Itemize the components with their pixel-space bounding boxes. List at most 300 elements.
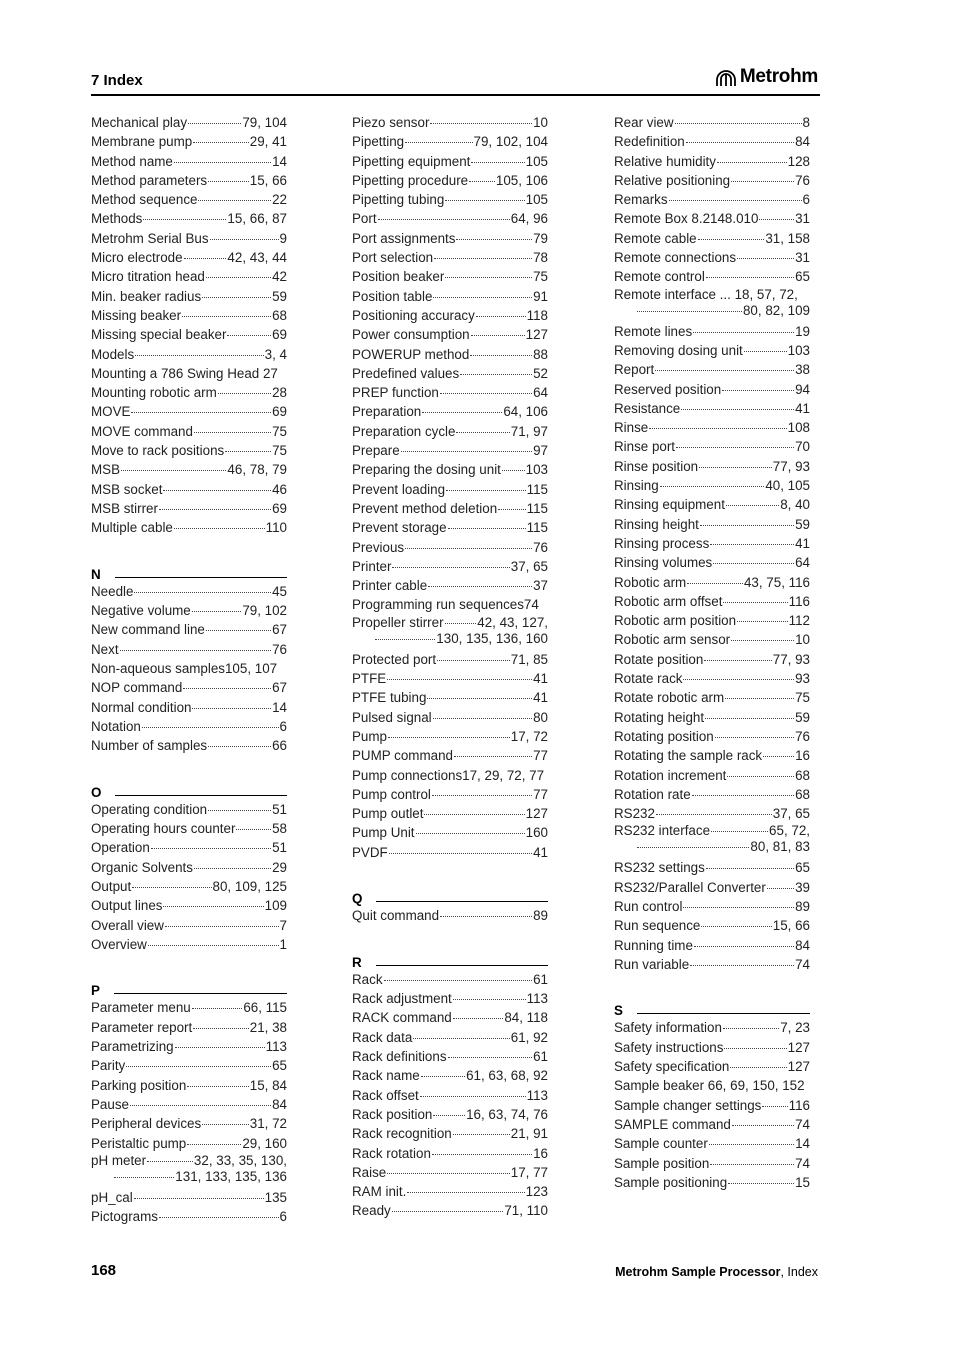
dot-leader bbox=[208, 810, 271, 811]
dot-leader bbox=[737, 621, 788, 622]
index-pages: 71, 110 bbox=[504, 1203, 548, 1219]
index-pages: 6 bbox=[279, 1209, 287, 1225]
dot-leader bbox=[132, 887, 211, 888]
index-entry bbox=[614, 766, 810, 785]
index-entry bbox=[91, 698, 287, 717]
index-pages: 10 bbox=[795, 632, 810, 648]
index-term: PREP function bbox=[352, 385, 439, 401]
dot-leader bbox=[202, 1124, 249, 1125]
index-term: Redefinition bbox=[614, 134, 685, 150]
index-term: Rotate rack bbox=[614, 671, 683, 687]
index-entry bbox=[614, 267, 810, 286]
index-term: Sample counter bbox=[614, 1136, 708, 1152]
dot-leader bbox=[706, 868, 794, 869]
index-pages: 78 bbox=[533, 250, 548, 266]
index-term: Models bbox=[91, 346, 135, 362]
dot-leader bbox=[470, 355, 532, 356]
index-term: Overview bbox=[91, 936, 147, 952]
index-term: Rack adjustment bbox=[352, 991, 452, 1007]
index-entry bbox=[91, 1134, 287, 1153]
index-pages: 52 bbox=[533, 365, 548, 381]
index-pages: 74 bbox=[795, 1155, 810, 1171]
index-pages: 41 bbox=[533, 671, 548, 687]
index-pages: 80, 82, 109 bbox=[742, 302, 810, 318]
index-entry bbox=[91, 858, 287, 877]
index-entry bbox=[352, 576, 548, 595]
index-term: Running time bbox=[614, 937, 693, 953]
index-term: Peripheral devices bbox=[91, 1116, 202, 1132]
index-entry bbox=[352, 843, 548, 862]
dot-leader bbox=[432, 1154, 532, 1155]
dot-leader bbox=[456, 432, 509, 433]
dot-leader bbox=[471, 162, 524, 163]
index-entry bbox=[614, 936, 810, 955]
index-pages: 45 bbox=[272, 583, 287, 599]
index-pages: 70 bbox=[795, 439, 810, 455]
index-pages: 79 bbox=[533, 230, 548, 246]
index-pages: 14 bbox=[795, 1136, 810, 1152]
index-term: Rack recognition bbox=[352, 1126, 452, 1142]
dot-leader bbox=[147, 1161, 193, 1162]
index-term: Rack name bbox=[352, 1068, 420, 1084]
index-pages: 135 bbox=[264, 1189, 287, 1205]
index-pages: 127 bbox=[787, 1039, 810, 1055]
index-term: Preparation bbox=[352, 404, 422, 420]
index-pages: 68 bbox=[795, 786, 810, 802]
index-term: Membrane pump bbox=[91, 134, 193, 150]
dot-leader bbox=[192, 611, 242, 612]
index-pages: 84 bbox=[795, 134, 810, 150]
document-suffix: , Index bbox=[780, 1265, 818, 1279]
index-term: Predefined values bbox=[352, 365, 460, 381]
index-pages: 77, 93 bbox=[772, 458, 810, 474]
index-term: PTFE tubing bbox=[352, 690, 427, 706]
dot-leader bbox=[206, 630, 271, 631]
index-pages: 61 bbox=[533, 971, 548, 987]
index-pages: 103 bbox=[787, 342, 810, 358]
index-letter: R bbox=[352, 954, 362, 970]
index-pages: 42, 43, 44 bbox=[227, 250, 287, 266]
index-entry bbox=[91, 422, 287, 441]
index-term: Prevent method deletion bbox=[352, 500, 498, 516]
index-term: Resistance bbox=[614, 400, 681, 416]
index-entry bbox=[352, 345, 548, 364]
index-term: Previous bbox=[352, 539, 405, 555]
index-entry bbox=[91, 152, 287, 171]
dot-leader bbox=[637, 847, 749, 848]
index-term: RS232 bbox=[614, 806, 655, 822]
index-entry bbox=[91, 582, 287, 601]
index-pages: 118 bbox=[526, 307, 548, 323]
heading-rule bbox=[115, 795, 287, 796]
dot-leader bbox=[405, 142, 472, 143]
index-term: PUMP command bbox=[352, 748, 453, 764]
index-entry bbox=[614, 858, 810, 877]
index-entry bbox=[91, 190, 287, 209]
index-entry bbox=[614, 457, 810, 476]
index-entry bbox=[352, 402, 548, 421]
index-pages: 76 bbox=[272, 641, 287, 657]
index-pages: 160 bbox=[525, 825, 548, 841]
dot-leader bbox=[446, 490, 526, 491]
dot-leader bbox=[730, 1067, 786, 1068]
dot-leader bbox=[432, 795, 532, 796]
index-entry bbox=[614, 132, 810, 151]
index-entry bbox=[614, 515, 810, 534]
index-entry bbox=[352, 1105, 548, 1124]
dot-leader bbox=[713, 563, 794, 564]
dot-leader bbox=[453, 1018, 504, 1019]
index-pages: 84 bbox=[795, 937, 810, 953]
index-term: Rinsing process bbox=[614, 535, 710, 551]
index-pages: 8 bbox=[802, 115, 810, 130]
index-entry bbox=[91, 171, 287, 190]
dot-leader bbox=[378, 219, 510, 220]
index-entry bbox=[91, 306, 287, 325]
index-term: Mechanical play bbox=[91, 115, 188, 130]
index-entry bbox=[614, 746, 810, 765]
index-pages: 9 bbox=[279, 230, 287, 246]
dot-leader bbox=[440, 393, 532, 394]
index-term: MSB stirrer bbox=[91, 500, 158, 516]
index-term: Port assignments bbox=[352, 230, 456, 246]
index-entry bbox=[352, 631, 548, 647]
index-entry bbox=[614, 897, 810, 916]
index-entry bbox=[91, 132, 287, 151]
index-term: Non-aqueous samples105, 107 bbox=[91, 661, 278, 677]
index-entry bbox=[91, 518, 287, 537]
index-pages: 64 bbox=[795, 555, 810, 571]
dot-leader bbox=[717, 162, 787, 163]
index-letter: O bbox=[91, 784, 102, 800]
index-entry bbox=[614, 1173, 810, 1192]
index-pages: 105, 106 bbox=[495, 172, 548, 188]
dot-leader bbox=[131, 412, 271, 413]
index-pages: 42, 43, 127, bbox=[477, 614, 548, 630]
index-entry bbox=[352, 746, 548, 765]
index-term: SAMPLE command bbox=[614, 1116, 731, 1132]
dot-leader bbox=[701, 926, 771, 927]
dot-leader bbox=[192, 1008, 243, 1009]
index-letter-heading bbox=[91, 979, 287, 998]
index-term: Pump bbox=[352, 728, 387, 744]
dot-leader bbox=[433, 297, 532, 298]
index-entry bbox=[91, 896, 287, 915]
index-entry bbox=[91, 838, 287, 857]
index-term: Pump connections17, 29, 72, 77 bbox=[352, 767, 545, 783]
index-term: Rotation increment bbox=[614, 767, 727, 783]
dot-leader bbox=[737, 258, 794, 259]
dot-leader bbox=[424, 814, 524, 815]
index-pages: 97 bbox=[533, 443, 548, 459]
index-term: Rear view bbox=[614, 115, 674, 130]
dot-leader bbox=[392, 567, 509, 568]
index-entry bbox=[614, 1038, 810, 1057]
index-term: Safety specification bbox=[614, 1059, 730, 1075]
dot-leader bbox=[416, 833, 525, 834]
index-pages: 79, 104 bbox=[242, 115, 287, 130]
dot-leader bbox=[445, 277, 532, 278]
dot-leader bbox=[731, 640, 794, 641]
index-pages: 75 bbox=[272, 423, 287, 439]
dot-leader bbox=[725, 698, 794, 699]
index-term: Remote interface ... 18, 57, 72, bbox=[614, 286, 798, 302]
index-term: Remote control bbox=[614, 269, 705, 285]
index-term: Operation bbox=[91, 840, 150, 856]
index-pages: 10 bbox=[533, 115, 548, 130]
index-term: Rotating height bbox=[614, 709, 705, 725]
index-letter: N bbox=[91, 566, 101, 582]
dot-leader bbox=[187, 1144, 241, 1145]
index-term: Notation bbox=[91, 718, 141, 734]
dot-leader bbox=[151, 848, 271, 849]
index-entry bbox=[352, 190, 548, 209]
index-pages: 15, 84 bbox=[249, 1077, 287, 1093]
index-entry bbox=[91, 1018, 287, 1037]
metrohm-logo-icon bbox=[715, 67, 737, 87]
dot-leader bbox=[453, 999, 526, 1000]
index-pages: 29 bbox=[272, 859, 287, 875]
dot-leader bbox=[767, 888, 794, 889]
index-term: Method parameters bbox=[91, 172, 208, 188]
dot-leader bbox=[202, 297, 271, 298]
index-letter: P bbox=[91, 983, 100, 999]
index-term: Needle bbox=[91, 583, 134, 599]
index-pages: 74 bbox=[795, 1116, 810, 1132]
dot-leader bbox=[135, 355, 263, 356]
index-term: RS232 interface bbox=[614, 823, 711, 839]
index-entry bbox=[352, 518, 548, 537]
index-column-2 bbox=[352, 113, 548, 1221]
index-entry bbox=[91, 325, 287, 344]
index-entry bbox=[91, 620, 287, 639]
index-pages: 21, 38 bbox=[249, 1019, 287, 1035]
index-pages: 71, 85 bbox=[510, 651, 548, 667]
dot-leader bbox=[709, 1144, 794, 1145]
dot-leader bbox=[182, 316, 271, 317]
index-term: Run variable bbox=[614, 956, 690, 972]
index-term: Programming run sequences74 bbox=[352, 597, 539, 613]
dot-leader bbox=[669, 200, 802, 201]
index-pages: 59 bbox=[795, 516, 810, 532]
index-entry bbox=[91, 441, 287, 460]
dot-leader bbox=[193, 142, 249, 143]
index-pages: 51 bbox=[272, 840, 287, 856]
index-term: Prevent loading bbox=[352, 481, 446, 497]
index-entry bbox=[91, 1037, 287, 1056]
dot-leader bbox=[704, 660, 771, 661]
dot-leader bbox=[165, 926, 279, 927]
index-entry bbox=[352, 1086, 548, 1105]
index-entry bbox=[352, 727, 548, 746]
index-pages: 75 bbox=[533, 269, 548, 285]
dot-leader bbox=[686, 142, 794, 143]
index-entry bbox=[352, 1047, 548, 1066]
index-term: Robotic arm bbox=[614, 574, 687, 590]
index-term: Printer bbox=[352, 558, 392, 574]
index-entry bbox=[91, 1207, 287, 1226]
index-pages: 32, 33, 35, 130, bbox=[193, 1152, 287, 1168]
index-pages: 127 bbox=[525, 327, 548, 343]
index-entry bbox=[352, 364, 548, 383]
index-entry bbox=[352, 480, 548, 499]
dot-leader bbox=[236, 829, 271, 830]
heading-rule bbox=[376, 965, 548, 966]
dot-leader bbox=[448, 1057, 533, 1058]
index-term: Report bbox=[614, 362, 655, 378]
index-entry bbox=[91, 1114, 287, 1133]
index-pages: 105 bbox=[525, 153, 548, 169]
index-pages: 41 bbox=[795, 535, 810, 551]
dot-leader bbox=[445, 200, 524, 201]
index-letter-heading bbox=[91, 563, 287, 582]
dot-leader bbox=[728, 1183, 794, 1184]
index-entry bbox=[614, 955, 810, 974]
index-entry bbox=[352, 209, 548, 228]
dot-leader bbox=[759, 219, 794, 220]
index-entry bbox=[614, 878, 810, 897]
index-entry bbox=[91, 877, 287, 896]
index-pages: 41 bbox=[795, 400, 810, 416]
index-entry bbox=[614, 495, 810, 514]
dot-leader bbox=[715, 737, 794, 738]
dot-leader bbox=[428, 586, 532, 587]
index-term: Ready bbox=[352, 1203, 391, 1219]
index-entry bbox=[614, 553, 810, 572]
index-entry bbox=[352, 615, 548, 631]
index-term: Number of samples bbox=[91, 738, 208, 754]
dot-leader bbox=[218, 393, 271, 394]
index-pages: 64, 96 bbox=[510, 211, 548, 227]
index-term: Pulsed signal bbox=[352, 709, 432, 725]
dot-leader bbox=[687, 583, 743, 584]
dot-leader bbox=[693, 332, 794, 333]
index-term: Rack rotation bbox=[352, 1145, 431, 1161]
index-letter: S bbox=[614, 1003, 623, 1019]
dot-leader bbox=[655, 370, 794, 371]
index-entry bbox=[352, 171, 548, 190]
index-term: Remote connections bbox=[614, 250, 737, 266]
index-pages: 76 bbox=[533, 539, 548, 555]
dot-leader bbox=[706, 277, 794, 278]
index-entry bbox=[614, 360, 810, 379]
index-entry bbox=[614, 287, 810, 303]
index-pages: 80, 109, 125 bbox=[212, 878, 287, 894]
index-entry bbox=[352, 1066, 548, 1085]
index-pages: 69 bbox=[272, 404, 287, 420]
dot-leader bbox=[683, 907, 794, 908]
dot-leader bbox=[705, 718, 794, 719]
index-pages: 77 bbox=[533, 786, 548, 802]
index-term: NOP command bbox=[91, 680, 183, 696]
index-entry bbox=[352, 422, 548, 441]
index-pages: 113 bbox=[526, 991, 548, 1007]
index-entry bbox=[352, 804, 548, 823]
dot-leader bbox=[163, 906, 263, 907]
index-term: Sample position bbox=[614, 1155, 710, 1171]
index-entry bbox=[91, 287, 287, 306]
dot-leader bbox=[762, 1106, 787, 1107]
index-term: Methods bbox=[91, 211, 143, 227]
index-term: Operating hours counter bbox=[91, 821, 236, 837]
dot-leader bbox=[413, 1038, 509, 1039]
dot-leader bbox=[384, 980, 533, 981]
dot-leader bbox=[732, 1125, 794, 1126]
dot-leader bbox=[206, 277, 271, 278]
index-term: Position beaker bbox=[352, 269, 445, 285]
index-term: Rack definitions bbox=[352, 1049, 447, 1065]
index-pages: 71, 97 bbox=[510, 423, 548, 439]
dot-leader bbox=[434, 258, 532, 259]
dot-leader bbox=[711, 831, 768, 832]
index-term: Rack position bbox=[352, 1106, 433, 1122]
index-term: Remote lines bbox=[614, 323, 693, 339]
index-pages: 112 bbox=[788, 613, 810, 629]
index-pages: 43, 75, 116 bbox=[743, 574, 810, 590]
index-entry bbox=[614, 1154, 810, 1173]
index-entry bbox=[352, 650, 548, 669]
index-term: Relative humidity bbox=[614, 153, 716, 169]
index-pages: 123 bbox=[525, 1184, 548, 1200]
dot-leader bbox=[656, 814, 772, 815]
dot-leader bbox=[193, 1028, 249, 1029]
dot-leader bbox=[723, 602, 787, 603]
dot-leader bbox=[699, 467, 772, 468]
index-term: Output lines bbox=[91, 898, 163, 914]
dot-leader bbox=[660, 486, 765, 487]
dot-leader bbox=[471, 335, 525, 336]
dot-leader bbox=[188, 123, 241, 124]
index-term: Method sequence bbox=[91, 192, 198, 208]
index-entry bbox=[91, 1153, 287, 1169]
index-letter-heading bbox=[614, 999, 810, 1018]
dot-leader bbox=[637, 311, 742, 312]
index-pages: 8, 40 bbox=[780, 497, 810, 513]
dot-leader bbox=[456, 239, 532, 240]
index-term: Rack offset bbox=[352, 1087, 419, 1103]
dot-leader bbox=[163, 490, 271, 491]
index-term: Run control bbox=[614, 898, 683, 914]
index-entry bbox=[352, 989, 548, 1008]
index-term: Port selection bbox=[352, 250, 434, 266]
index-entry bbox=[614, 341, 810, 360]
index-pages: 76 bbox=[795, 172, 810, 188]
index-entry bbox=[352, 499, 548, 518]
index-pages: 3, 4 bbox=[264, 346, 287, 362]
dot-leader bbox=[649, 428, 786, 429]
index-term: Rotating position bbox=[614, 728, 714, 744]
index-term: Pipetting procedure bbox=[352, 172, 469, 188]
index-pages: 75 bbox=[272, 443, 287, 459]
index-pages: 109 bbox=[264, 898, 287, 914]
index-entry bbox=[352, 383, 548, 402]
index-entry bbox=[352, 766, 548, 785]
dot-leader bbox=[401, 451, 532, 452]
index-pages: 29, 41 bbox=[249, 134, 287, 150]
index-entry bbox=[91, 460, 287, 479]
index-pages: 38 bbox=[795, 362, 810, 378]
index-term: Preparing the dosing unit bbox=[352, 462, 501, 478]
index-term: pH_cal bbox=[91, 1189, 133, 1205]
index-term: Next bbox=[91, 641, 119, 657]
index-entry bbox=[614, 171, 810, 190]
document-title bbox=[615, 1265, 818, 1279]
index-entry bbox=[614, 611, 810, 630]
index-entry bbox=[614, 113, 810, 132]
index-pages: 74 bbox=[795, 956, 810, 972]
index-pages: 46, 78, 79 bbox=[227, 462, 287, 478]
dot-leader bbox=[683, 679, 794, 680]
